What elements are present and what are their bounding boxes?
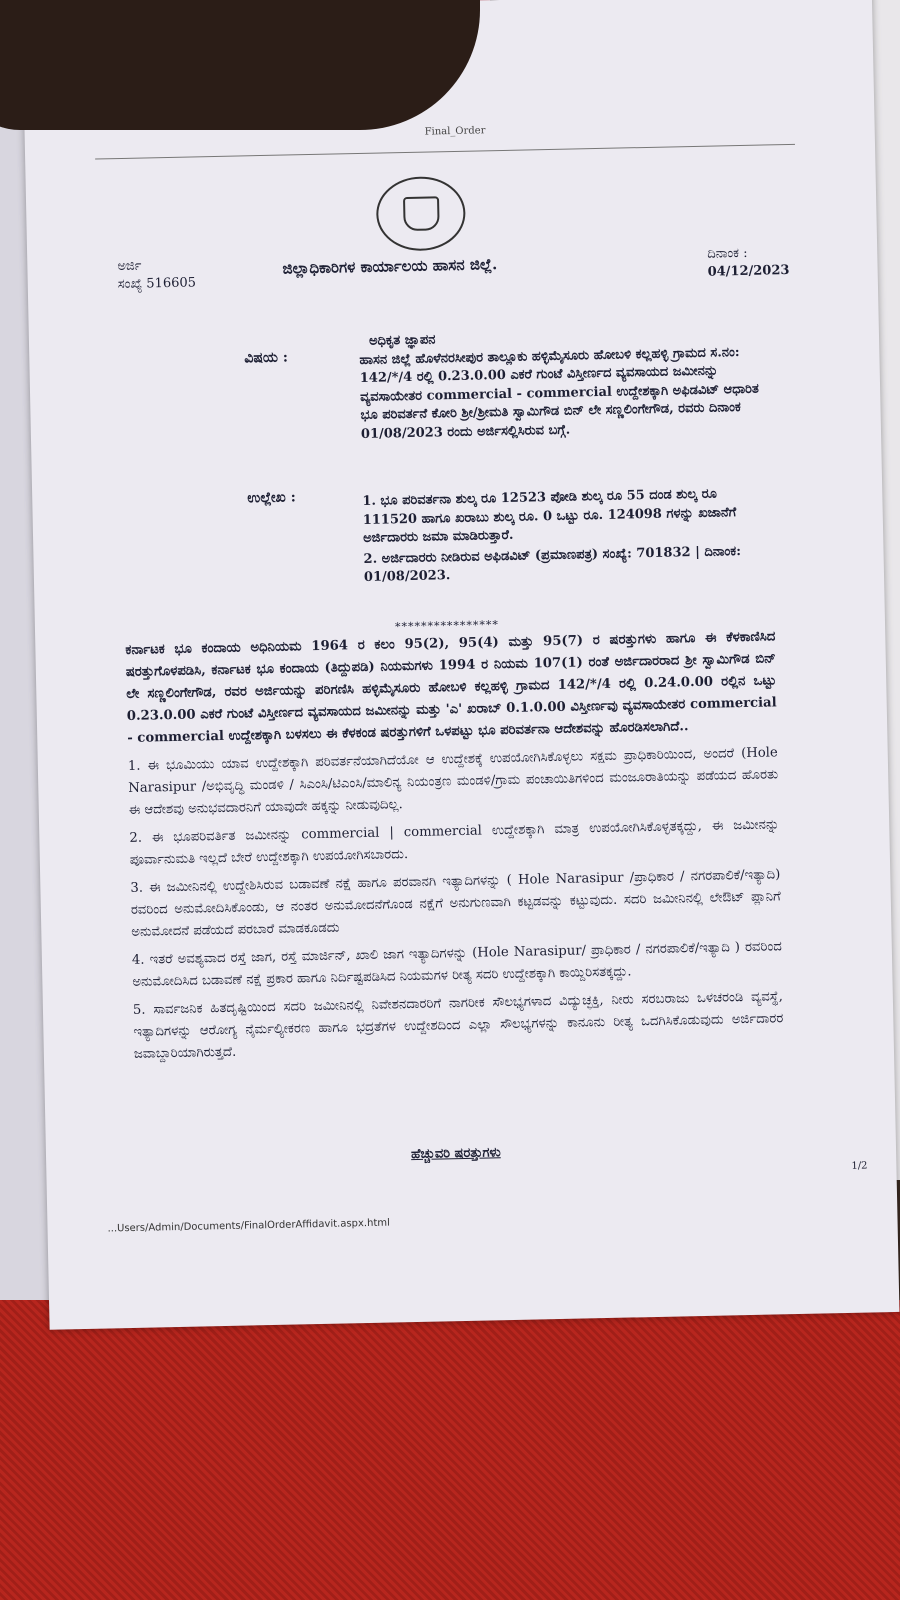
application-number-block xyxy=(117,256,196,294)
additional-conditions-heading: ಹೆಚ್ಚುವರಿ ಷರತ್ತುಗಳು xyxy=(410,1145,501,1163)
subject-heading: ಅಧಿಕೃತ ಜ್ಞಾಪನ xyxy=(368,332,436,349)
condition-item: 5. ಸಾರ್ವಜನಿಕ ಹಿತದೃಷ್ಟಿಯಿಂದ ಸದರಿ ಜಮೀನಿನಲ್ಲಿ ನಿವೇಶನದಾರರಿಗೆ ನಾಗರೀಕ ಸೌಲಭ್ಯಗಳಾದ ವಿದ್ಯುಚ್ಛಕ್ತಿ, ನೀರು ಸರಬರಾಜು ಒಳಚರಂಡಿ ವ್ಯವಸ್ಥೆ, ಇತ್ಯಾದಿಗಳನ್ನು ಆರೋಗ್ಯ ನೈರ್ಮಲ್ಯೀಕರಣ ಹಾಗೂ ಭದ್ರತೆಗಳ ಉದ್ದೇಶದಿಂದ ಎಲ್ಲಾ ಸೌಲಭ್ಯಗಳನ್ನು ಕಾನೂನು ರೀತ್ಯ ಒದಗಿಸಿಕೊಡುವುದು ಅರ್ಜಿದಾರರ ಜವಾಬ್ದಾರಿಯಾಗಿರುತ್ತದೆ. xyxy=(132,989,784,1062)
separator: **************** xyxy=(394,618,500,634)
government-emblem-icon xyxy=(376,176,467,252)
hand-holding-page xyxy=(0,0,480,130)
condition-item: 3. ಈ ಜಮೀನಿನಲ್ಲಿ ಉದ್ದೇಶಿಸಿರುವ ಬಡಾವಣೆ ನಕ್ಷೆ ಹಾಗೂ ಪರವಾನಗಿ ಇತ್ಯಾದಿಗಳನ್ನು ( Hole Narasipur /ಪ್ರಾಧಿಕಾರ / ನಗರಪಾಲಿಕೆ/ಇತ್ಯಾದಿ) ರವರಿಂದ ಅನುಮೋದಿಸಿಕೊಂಡು, ಆ ನಂತರ ಅನುಮೋದನೆಗೊಂಡ ನಕ್ಷೆಗೆ ಅನುಗುಣವಾಗಿ ಕಟ್ಟಡವನ್ನು ಕಟ್ಟುವುದು. ಸದರಿ ಜಮೀನಿನಲ್ಲಿ ಲೇಔಟ್ ಪ್ಲಾನಿಗೆ ಅನುಮೋದನೆ ಪಡೆಯದೆ ಪರಬಾರೆ ಮಾಡಕೂಡದು xyxy=(130,867,781,940)
subject-label: ವಿಷಯ : xyxy=(244,349,289,367)
reference-item: 1. ಭೂ ಪರಿವರ್ತನಾ ಶುಲ್ಕ ರೂ 12523 ಪೋಡಿ ಶುಲ್ಕ ರೂ 55 ದಂಡ ಶುಲ್ಕ ರೂ 111520 ಹಾಗೂ ಖರಾಬು ಶುಲ್ಕ ರೂ. 0 ಒಟ್ಟು ರೂ. 124098 ಗಳನ್ನು ಖಜಾನೆಗೆ ಅರ್ಜಿದಾರರು ಜಮಾ ಮಾಡಿರುತ್ತಾರೆ. xyxy=(362,486,737,546)
application-number: ಸಂಖ್ಯೆ 516605 xyxy=(117,275,197,293)
condition-item: 4. ಇತರೆ ಅವಶ್ಯವಾದ ರಸ್ತೆ ಜಾಗ, ರಸ್ತೆ ಮಾರ್ಜಿನ್, ಖಾಲಿ ಜಾಗ ಇತ್ಯಾದಿಗಳನ್ನು (Hole Narasipur/ ಪ್ರಾಧಿಕಾರ / ನಗರಪಾಲಿಕೆ/ಇತ್ಯಾದಿ ) ರವರಿಂದ ಅನುಮೋದಿಸಿದ ಬಡಾವಣೆ ನಕ್ಷೆ ಪ್ರಕಾರ ಹಾಗೂ ನಿರ್ದಿಷ್ಟಪಡಿಸಿದ ನಿಯಮಗಳ ರೀತ್ಯ ಸದರಿ ಉದ್ದೇಶಕ್ಕಾಗಿ ಕಾಯ್ದಿರಿಸತಕ್ಕದ್ದು. xyxy=(131,939,782,990)
order-body xyxy=(125,626,784,1066)
date-value: 04/12/2023 xyxy=(707,262,790,280)
references-label: ಉಲ್ಲೇಖ : xyxy=(247,489,296,507)
header-rule xyxy=(95,144,795,160)
document-page xyxy=(22,0,899,1330)
order-lead-paragraph: ಕರ್ನಾಟಕ ಭೂ ಕಂದಾಯ ಅಧಿನಿಯಮ 1964 ರ ಕಲಂ 95(2), 95(4) ಮತ್ತು 95(7) ರ ಷರತ್ತುಗಳು ಹಾಗೂ ಈ ಕೆಳಕಾಣಿಸಿದ ಷರತ್ತುಗೊಳಪಡಿಸಿ, ಕರ್ನಾಟಕ ಭೂ ಕಂದಾಯ (ತಿದ್ದುಪಡಿ) ನಿಯಮಗಳು 1994 ರ ನಿಯಮ 107(1) ರಂತೆ ಅರ್ಜಿದಾರರಾದ ಶ್ರೀ ಸ್ವಾಮಿಗೌಡ ಬಿನ್ ಲೇ ಸಣ್ಣಲಿಂಗೇಗೌಡ, ರವರ ಅರ್ಜಿಯನ್ನು ಪರಿಗಣಿಸಿ ಹಳ್ಳಿಮೈಸೂರು ಹೋಬಳಿ ಕಲ್ಲಹಳ್ಳಿ ಗ್ರಾಮದ 142/*/4 ರಲ್ಲಿ 0.24.0.00 ರಲ್ಲಿನ ಒಟ್ಟು 0.23.0.00 ಎಕರೆ ಗುಂಟೆ ವಿಸ್ತೀರ್ಣದ ವ್ಯವಸಾಯದ ಜಮೀನನ್ನು ಮತ್ತು 'ಎ' ಖರಾಬ್ 0.1.0.00 ವಿಸ್ತೀರ್ಣವು ವ್ಯವಸಾಯೇತರ commercial - commercial ಉದ್ದೇಶಕ್ಕಾಗಿ ಬಳಸಲು ಈ ಕೆಳಕಂಡ ಷರತ್ತುಗಳಿಗೆ ಒಳಪಟ್ಟು ಭೂ ಪರಿವರ್ತನಾ ಆದೇಶವನ್ನು ಹೊರಡಿಸಲಾಗಿದೆ.. xyxy=(125,629,777,746)
references-block xyxy=(362,485,764,590)
subject-text: ಹಾಸನ ಜಿಲ್ಲೆ ಹೊಳೆನರಸೀಪುರ ತಾಲ್ಲೂಕು ಹಳ್ಳಿಮೈಸೂರು ಹೋಬಳಿ ಕಲ್ಲಹಳ್ಳಿ ಗ್ರಾಮದ ಸ.ನಂ: 142/*/4 ರಲ್ಲಿ 0.23.0.00 ಎಕರೆ ಗುಂಟೆ ವಿಸ್ತೀರ್ಣದ ವ್ಯವಸಾಯದ ಜಮೀನನ್ನು ವ್ಯವಸಾಯೇತರ commercial - commercial ಉದ್ದೇಶಕ್ಕಾಗಿ ಅಫಿಡವಿಟ್ ಆಧಾರಿತ ಭೂ ಪರಿವರ್ತನೆ ಕೋರಿ ಶ್ರೀ/ಶ್ರೀಮತಿ ಸ್ವಾಮಿಗೌಡ ಬಿನ್ ಲೇ ಸಣ್ಣಲಿಂಗೇಗೌಡ, ರವರು ದಿನಾಂಕ 01/08/2023 ರಂದು ಅರ್ಜಿಸಲ್ಲಿಸಿರುವ ಬಗ್ಗೆ. xyxy=(359,344,760,442)
application-label: ಅರ್ಜಿ xyxy=(117,258,142,275)
page-number: 1/2 xyxy=(851,1160,868,1172)
date-block xyxy=(707,244,790,282)
background-red-cloth xyxy=(0,1300,900,1600)
subject-block xyxy=(359,325,761,444)
emblem-shield-icon xyxy=(403,196,440,231)
reference-item: 2. ಅರ್ಜಿದಾರರು ನೀಡಿರುವ ಅಫಿಡವಿಟ್ (ಪ್ರಮಾಣಪತ್ರ) ಸಂಖ್ಯೆ: 701832 | ದಿನಾಂಕ: 01/08/2023. xyxy=(363,543,742,585)
watermark-final-order: Final_Order xyxy=(424,125,486,138)
condition-item: 2. ಈ ಭೂಪರಿವರ್ತಿತ ಜಮೀನನ್ನು commercial | commercial ಉದ್ದೇಶಕ್ಕಾಗಿ ಮಾತ್ರ ಉಪಯೋಗಿಸಿಕೊಳ್ಳತಕ್ಕದ್ದು, ಈ ಜಮೀನನ್ನು ಪೂರ್ವಾನುಮತಿ ಇಲ್ಲದೆ ಬೇರೆ ಉದ್ದೇಶಕ್ಕಾಗಿ ಉಪಯೋಗಿಸಬಾರದು. xyxy=(129,817,780,868)
office-title: ಜಿಲ್ಲಾಧಿಕಾರಿಗಳ ಕಾರ್ಯಾಲಯ ಹಾಸನ ಜಿಲ್ಲೆ. xyxy=(282,255,498,278)
date-label: ದಿನಾಂಕ : xyxy=(707,245,748,262)
footer-file-path: ...Users/Admin/Documents/FinalOrderAffidavit.aspx.html xyxy=(107,1217,390,1235)
condition-item: 1. ಈ ಭೂಮಿಯು ಯಾವ ಉದ್ದೇಶಕ್ಕಾಗಿ ಪರಿವರ್ತನೆಯಾಗಿದೆಯೋ ಆ ಉದ್ದೇಶಕ್ಕೆ ಉಪಯೋಗಿಸಿಕೊಳ್ಳಲು ಸಕ್ಷಮ ಪ್ರಾಧಿಕಾರಿಯಿಂದ, ಅಂದರೆ (Hole Narasipur /ಅಭಿವೃದ್ಧಿ ಮಂಡಳಿ / ಸಿಎಂಸಿ/ಟಿಎಂಸಿ/ಮಾಲಿನ್ಯ ನಿಯಂತ್ರಣ ಮಂಡಳಿ/ಗ್ರಾಮ ಪಂಚಾಯಿತಿಗಳಿಂದ ಮಂಜೂರಾತಿಯನ್ನು ಪಡೆಯದ ಹೊರತು ಈ ಆದೇಶವು ಅನುಭವದಾರನಿಗೆ ಯಾವುದೇ ಹಕ್ಕನ್ನು ನೀಡುವುದಿಲ್ಲ. xyxy=(127,745,779,818)
